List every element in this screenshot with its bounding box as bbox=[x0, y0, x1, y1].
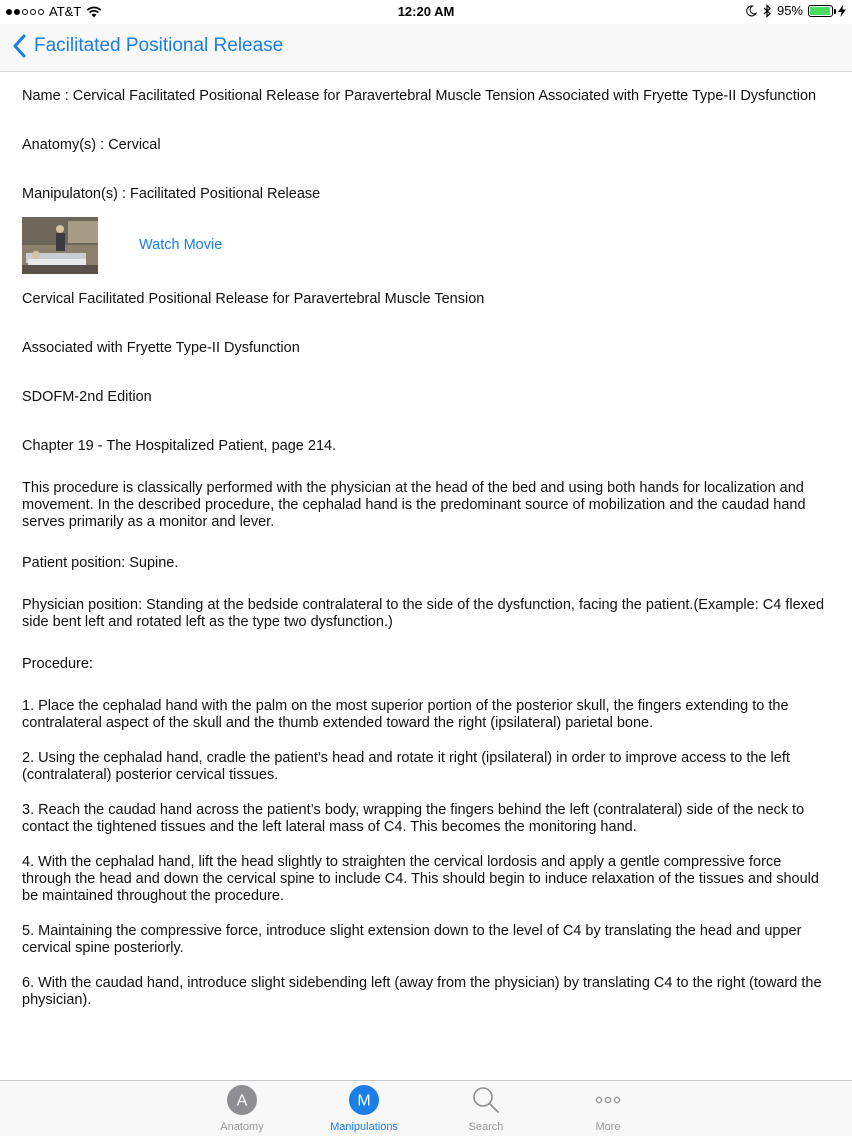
back-button-label: Facilitated Positional Release bbox=[34, 35, 284, 56]
tab-bar bbox=[0, 1080, 852, 1136]
navigation-bar bbox=[0, 24, 852, 72]
battery-percent: 95% bbox=[776, 3, 803, 18]
chevron-left-icon bbox=[12, 34, 26, 58]
procedure-step: 6. With the caudad hand, introduce slight sidebending left (away from the physician) by translating C4 to the right (toward the physician). bbox=[22, 975, 822, 1008]
tab-anatomy[interactable] bbox=[197, 1085, 287, 1133]
chapter-reference: Chapter 19 - The Hospitalized Patient, page 214. bbox=[22, 438, 337, 454]
tab-label-more: More bbox=[595, 1121, 621, 1133]
tab-more[interactable] bbox=[563, 1085, 653, 1133]
procedure-step: 2. Using the cephalad hand, cradle the patient’s head and rotate it right (ipsilateral) in order to improve access to the left (contralateral) posterior cervical tissues. bbox=[22, 750, 790, 783]
video-thumbnail[interactable] bbox=[22, 217, 98, 274]
tab-label-anatomy: Anatomy bbox=[220, 1121, 264, 1133]
status-right bbox=[745, 3, 846, 18]
procedure-step: 1. Place the cephalad hand with the palm on the most superior portion of the posterior skull, the fingers extending to the contralateral aspect of the skull and the thumb extended toward the right (ipsilateral) parietal bone. bbox=[22, 698, 789, 731]
watch-movie-link[interactable]: Watch Movie bbox=[139, 237, 223, 253]
tab-label-manipulations: Manipulations bbox=[330, 1121, 398, 1133]
manipulations-icon bbox=[349, 1085, 379, 1115]
procedure-step: 3. Reach the caudad hand across the patient’s body, wrapping the fingers behind the left (contralateral) side of the neck to contact the tightened tissues and the left lateral mass of C4. This becomes the monitoring hand. bbox=[22, 802, 805, 835]
technique-title-line2: Associated with Fryette Type-II Dysfunction bbox=[22, 340, 300, 356]
procedure-heading: Procedure: bbox=[22, 656, 93, 672]
manipulations-icon-letter: M bbox=[357, 1092, 371, 1110]
battery-fill bbox=[810, 7, 830, 15]
procedure-step: 5. Maintaining the compressive force, introduce slight extension down to the level of C4 by translating the head and upper cervical spine posteriorly. bbox=[22, 923, 802, 956]
do-not-disturb-moon-icon bbox=[745, 5, 757, 17]
back-button[interactable] bbox=[12, 34, 283, 58]
tab-manipulations[interactable] bbox=[319, 1085, 409, 1133]
technique-title-line1: Cervical Facilitated Positional Release for Paravertebral Muscle Tension bbox=[22, 291, 485, 307]
status-bar bbox=[0, 0, 852, 24]
edition-text: SDOFM-2nd Edition bbox=[22, 389, 152, 405]
video-row bbox=[22, 217, 222, 274]
manipulation-field: Manipulaton(s) : Facilitated Positional Release bbox=[22, 186, 321, 202]
charging-bolt-icon bbox=[838, 5, 846, 17]
tab-label-search: Search bbox=[468, 1121, 504, 1133]
intro-paragraph: This procedure is classically performed with the physician at the head of the bed and using both hands for localization and movement. In the described procedure, the cephalad hand is the predominant source of mobilization and the caudad hand serves primarily as a monitor and lever. bbox=[22, 480, 806, 530]
anatomy-icon bbox=[227, 1085, 257, 1115]
procedure-step: 4. With the cephalad hand, lift the head slightly to straighten the cervical lordosis and apply a gentle compressive force through the head and down the cervical spine to include C4. This should begin to induce relaxation of the tissues and should be maintained throughout the procedure. bbox=[22, 854, 819, 904]
technique-name: Name : Cervical Facilitated Positional Release for Paravertebral Muscle Tension Associated with Fryette Type-II Dysfunction bbox=[22, 88, 817, 104]
bluetooth-icon bbox=[762, 4, 772, 18]
detail-content bbox=[0, 72, 852, 1080]
anatomy-icon-letter: A bbox=[236, 1092, 248, 1110]
tab-search[interactable] bbox=[441, 1085, 531, 1133]
status-time: 12:20 AM bbox=[397, 4, 455, 19]
anatomy-field: Anatomy(s) : Cervical bbox=[22, 137, 161, 153]
carrier-name: AT&T bbox=[49, 4, 82, 19]
patient-position: Patient position: Supine. bbox=[22, 555, 179, 571]
more-icon bbox=[593, 1085, 623, 1115]
search-icon bbox=[471, 1085, 501, 1115]
battery-icon bbox=[808, 5, 833, 17]
physician-position: Physician position: Standing at the bedside contralateral to the side of the dysfunction, facing the patient.(Example: C4 flexed side bent left and rotated left as the type two dysfunction.) bbox=[22, 597, 825, 630]
battery-tip bbox=[834, 9, 836, 14]
